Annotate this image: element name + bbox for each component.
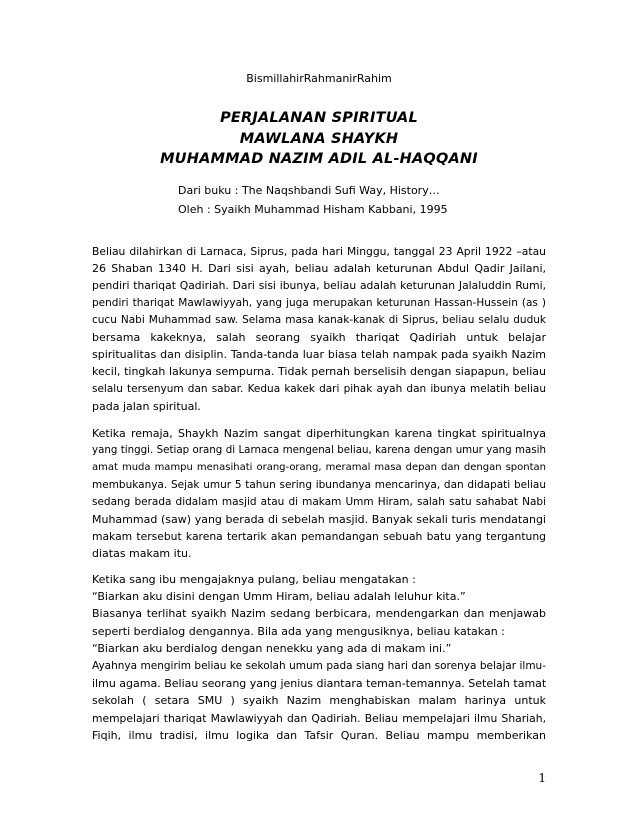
paragraph-line: cucu Nabi Muhammad saw. Selama masa kanak-kanak di Siprus, beliau selalu duduk [92,313,546,326]
quote-line: “Biarkan aku berdialog dengan nenekku yang ada di makam ini.” [92,641,452,655]
paragraph-line: Ketika remaja, Shaykh Nazim sangat diperhitungkan karena tingkat spiritualnya [92,427,546,440]
page-number: 1 [538,771,546,785]
paragraph-line: membukanya. Sejak umur 5 tahun sering ibundanya mencarinya, dan didapati beliau [92,478,546,491]
paragraph-1 [92,243,546,415]
paragraph-line: Biasanya terlihat syaikh Nazim sedang berbicara, mendengarkan dan menjawab [92,607,546,621]
paragraph-line: Beliau dilahirkan di Larnaca, Siprus, pada hari Minggu, tanggal 23 April 1922 –atau [92,245,546,258]
paragraph-line: kecil, tingkah lakunya sempurna. Tidak pernah berselisih dengan siapapun, beliau [92,365,546,379]
paragraph-4 [92,658,546,744]
paragraph-line: selalu tersenyum dan sabar. Kedua kakek dari pihak ayah dan ibunya melatih beliau [92,382,546,395]
source-author-line: Oleh : Syaikh Muhammad Hisham Kabbani, 1995 [178,203,448,216]
paragraph-line: 26 Shaban 1340 H. Dari sisi ayah, beliau adalah keturunan Abdul Qadir Jailani, [92,262,546,276]
paragraph-line: mempelajari thariqat Mawlawiyyah dan Qadiriah. Beliau mempelajari ilmu Shariah, [92,711,546,725]
quote-line: “Biarkan aku disini dengan Umm Hiram, beliau adalah leluhur kita.” [92,590,466,604]
bismillah-heading: BismillahirRahmanirRahim [246,72,392,85]
paragraph-line: Ayahnya mengirim beliau ke sekolah umum pada siang hari dan sorenya belajar ilmu- [92,660,546,672]
title-line-3: MUHAMMAD NAZIM ADIL AL-HAQQANI [160,151,478,167]
paragraph-line: pendiri thariqat Mawlawiyyah, yang juga merupakan keturunan Hassan-Hussein (as ) [92,296,546,309]
paragraph-line: seperti berdialog dengannya. Bila ada yang mengusiknya, beliau katakan : [92,624,505,638]
paragraph-line: amat muda mampu menasihati orang-orang, meramal masa depan dan dengan spontan [92,462,546,474]
paragraph-line: sekolah ( setara SMU ) syaikh Nazim menghabiskan malam harinya untuk [92,694,546,708]
title-line-2: MAWLANA SHAYKH [239,131,399,147]
title-line-1: PERJALANAN SPIRITUAL [220,110,418,126]
paragraph-line: pendiri thariqat Qadiriah. Dari sisi ibunya, beliau adalah keturunan Jalaluddin Rumi, [92,279,546,293]
paragraph-line: sedang berada didalam masjid atau di makam Umm Hiram, salah satu sahabat Nabi [92,495,546,508]
paragraph-2 [92,425,546,563]
paragraph-line: Fiqih, ilmu tradisi, ilmu logika dan Tafsir Quran. Beliau mampu memberikan [92,728,546,742]
source-book-line: Dari buku : The Naqshbandi Sufi Way, History… [178,184,440,197]
paragraph-line: ilmu agama. Beliau seorang yang jenius diantara teman-temannya. Setelah tamat [92,677,546,691]
paragraph-line: pada jalan spiritual. [92,399,201,413]
paragraph-3 [92,571,546,657]
paragraph-line: makam tersebut karena tertarik akan pemandangan sebuah batu yang tergantung [92,530,546,544]
paragraph-line: yang tinggi. Setiap orang di Larnaca mengenal beliau, karena dengan umur yang masih [92,444,546,457]
paragraph-line: spiritualitas dan disiplin. Tanda-tanda luar biasa telah nampak pada syaikh Nazim [92,348,546,362]
paragraph-line: Muhammad (saw) yang berada di sebelah masjid. Banyak sekali turis mendatangi [92,512,546,526]
paragraph-line: bersama kakeknya, salah seorang syaikh thariqat Qadiriah untuk belajar [92,330,546,344]
paragraph-line: Ketika sang ibu mengajaknya pulang, beliau mengatakan : [92,573,416,586]
paragraph-line: diatas makam itu. [92,547,192,561]
